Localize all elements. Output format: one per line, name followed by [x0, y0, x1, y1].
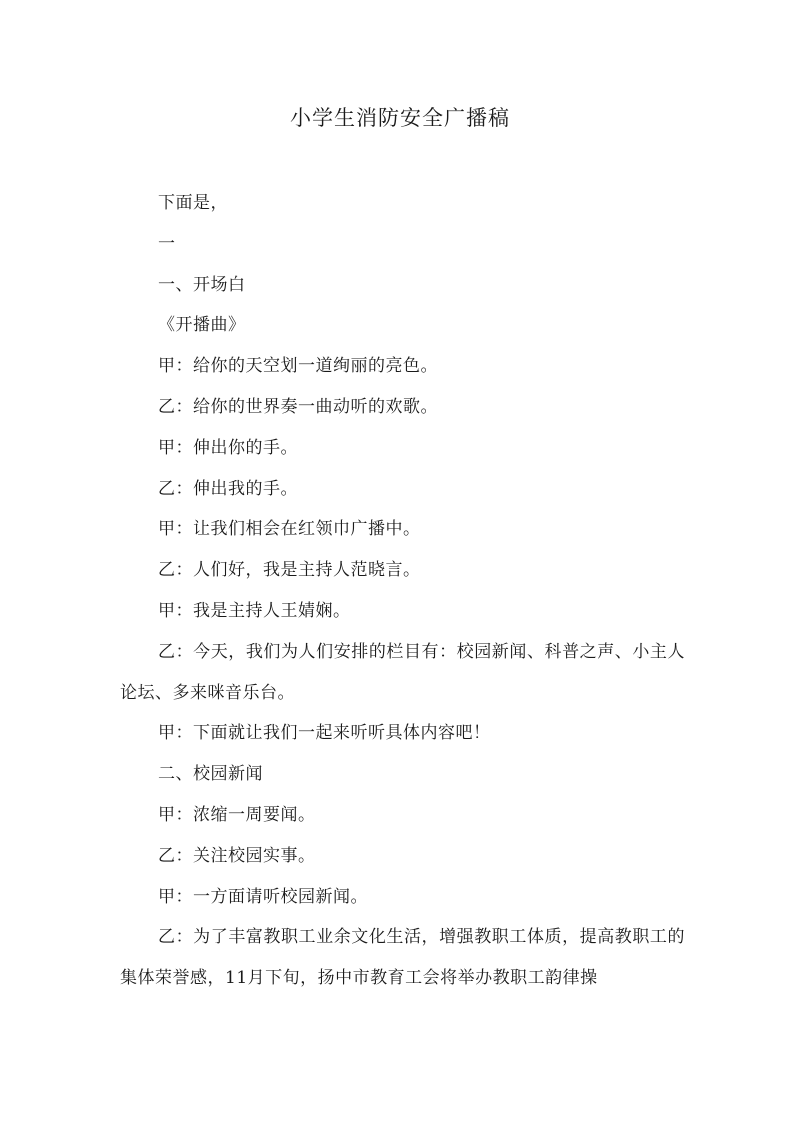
dialogue-line: 乙：关注校园实事。 [158, 845, 316, 866]
paragraph: 《开播曲》 [158, 315, 246, 336]
dialogue-line: 甲：浓缩一周要闻。 [158, 804, 316, 825]
dialogue-line: 甲：我是主持人王婧娴。 [158, 600, 351, 621]
dialogue-line: 甲：伸出你的手。 [158, 437, 298, 458]
dialogue-line: 乙：伸出我的手。 [158, 478, 298, 499]
dialogue-line: 甲：下面就让我们一起来听听具体内容吧！ [158, 723, 491, 744]
paragraph: 下面是， [158, 193, 228, 213]
dialogue-line: 乙：给你的世界奏一曲动听的欢歌。 [158, 396, 438, 417]
dialogue-line: 乙：今天，我们为人们安排的栏目有：校园新闻、科普之声、小主人论坛、多来咪音乐台。 [120, 641, 685, 703]
paragraph: 一 [158, 233, 176, 254]
dialogue-line: 甲：给你的天空划一道绚丽的亮色。 [158, 356, 438, 377]
dialogue-line: 甲：一方面请听校园新闻。 [158, 886, 368, 907]
document-title: 小学生消防安全广播稿 [290, 106, 510, 130]
dialogue-line: 甲：让我们相会在红领巾广播中。 [158, 519, 421, 540]
section-heading: 二、校园新闻 [158, 764, 263, 785]
dialogue-line: 乙：为了丰富教职工业余文化生活，增强教职工体质，提高教职工的集体荣誉感，11月下旬，扬中市教育工会将举办教职工韵律操 [120, 927, 685, 989]
document-body [120, 183, 685, 999]
dialogue-line: 乙：人们好，我是主持人范晓言。 [158, 560, 421, 581]
section-heading: 一、开场白 [158, 274, 246, 295]
